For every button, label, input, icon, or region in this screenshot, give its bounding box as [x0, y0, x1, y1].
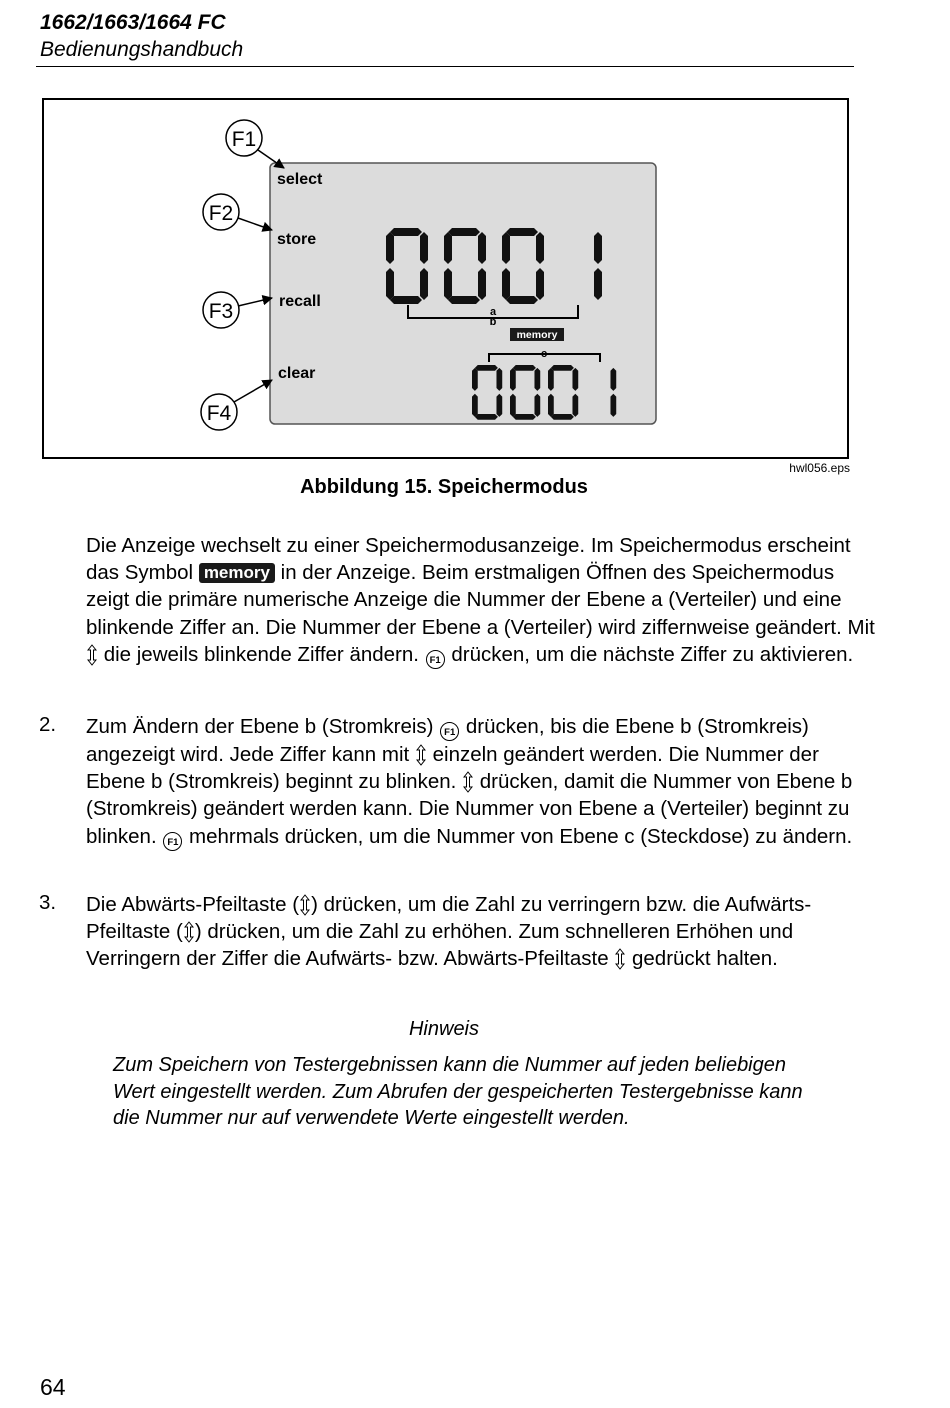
bracket-label-a: a: [489, 306, 497, 318]
label-recall: recall: [279, 293, 321, 310]
key-f2: [203, 194, 239, 230]
figure-caption: Abbildung 15. Speichermodus: [300, 476, 588, 498]
list-item-3: Die Abwärts-Pfeiltaste ( ) drücken, um die Zahl zu verringern bzw. die Aufwärts-Pfeiltaste ( ) drücken, um die Zahl zu erhöhen. Zum schnelleren Erhöhen und Verringern der Ziffer die Aufwärts- bzw. Abwärts-Pfeiltaste gedrückt halten.: [86, 893, 812, 971]
header-subtitle: Bedienungshandbuch: [40, 38, 244, 61]
memory-mode-figure: [42, 98, 849, 459]
arrow-f4: [234, 380, 272, 402]
bracket-label-b: b: [489, 316, 497, 328]
up-down-arrow-icon: [416, 744, 426, 766]
key-f1-label: F1: [231, 128, 257, 151]
key-f4: [201, 394, 237, 430]
figure-filename: hwl056.eps: [789, 461, 850, 475]
up-down-arrow-icon: [87, 644, 97, 666]
memory-symbol: memory: [199, 563, 275, 583]
note-text: Zum Speichern von Testergebnissen kann die Nummer auf jeden beliebigen Wert eingestellt werden. Zum Abrufen der gespeicherten Testergebnisse kann die Nummer nur auf verwendete Werte eingestellt werden.: [113, 1054, 803, 1129]
key-f1: [226, 120, 262, 156]
list-number-3: 3.: [39, 891, 57, 914]
up-down-arrow-icon: [463, 771, 473, 793]
key-f2-label: F2: [208, 202, 234, 225]
up-arrow-key-icon: [184, 921, 194, 943]
f1-key-icon: F1: [440, 722, 459, 741]
note-title: Hinweis: [408, 1018, 480, 1040]
f1-key-icon: F1: [426, 650, 445, 669]
bracket-label-c: c: [540, 348, 548, 360]
f1-key-icon: F1: [163, 832, 182, 851]
header-model: 1662/1663/1664 FC: [40, 11, 226, 34]
label-select: select: [277, 171, 323, 188]
label-store: store: [277, 231, 317, 248]
arrow-f3: [238, 298, 272, 306]
page-number: 64: [40, 1374, 66, 1400]
label-clear: clear: [278, 365, 316, 382]
key-f4-label: F4: [206, 402, 232, 425]
up-down-arrow-icon: [615, 948, 625, 970]
paragraph-intro: Die Anzeige wechselt zu einer Speichermodusanzeige. Im Speichermodus erscheint das Symbol memory in der Anzeige. Beim erstmaligen Öffnen des Speichermodus zeigt die primäre numerische Anzeige die Nummer der Ebene a (Verteiler) und eine blinkende Ziffer an. Die Nummer der Ebene a (Verteiler) wird ziffernweise geändert. Mit die jeweils blinkende Ziffer ändern. F1 drücken, um die nächste Ziffer zu aktivieren.: [86, 532, 876, 669]
memory-mode-illustration: [44, 100, 847, 457]
key-f3: [203, 292, 239, 328]
key-f3-label: F3: [208, 300, 234, 323]
list-item-2: Zum Ändern der Ebene b (Stromkreis) F1 drücken, bis die Ebene b (Stromkreis) angezeigt wird. Jede Ziffer kann mit einzeln geändert werden. Die Nummer der Ebene b (Stromkreis) beginnt zu blinken. drücken, damit die Nummer von Ebene b (Stromkreis) geändert werden kann. Die Nummer von Ebene a (Verteiler) beginnt zu blinken. F1 mehrmals drücken, um die Nummer von Ebene c (Steckdose) zu ändern.: [86, 713, 876, 851]
down-arrow-key-icon: [300, 894, 310, 916]
header-rule: [36, 66, 854, 67]
arrow-f2: [238, 218, 272, 230]
list-number-2: 2.: [39, 713, 57, 736]
memory-badge-text: memory: [516, 329, 558, 341]
